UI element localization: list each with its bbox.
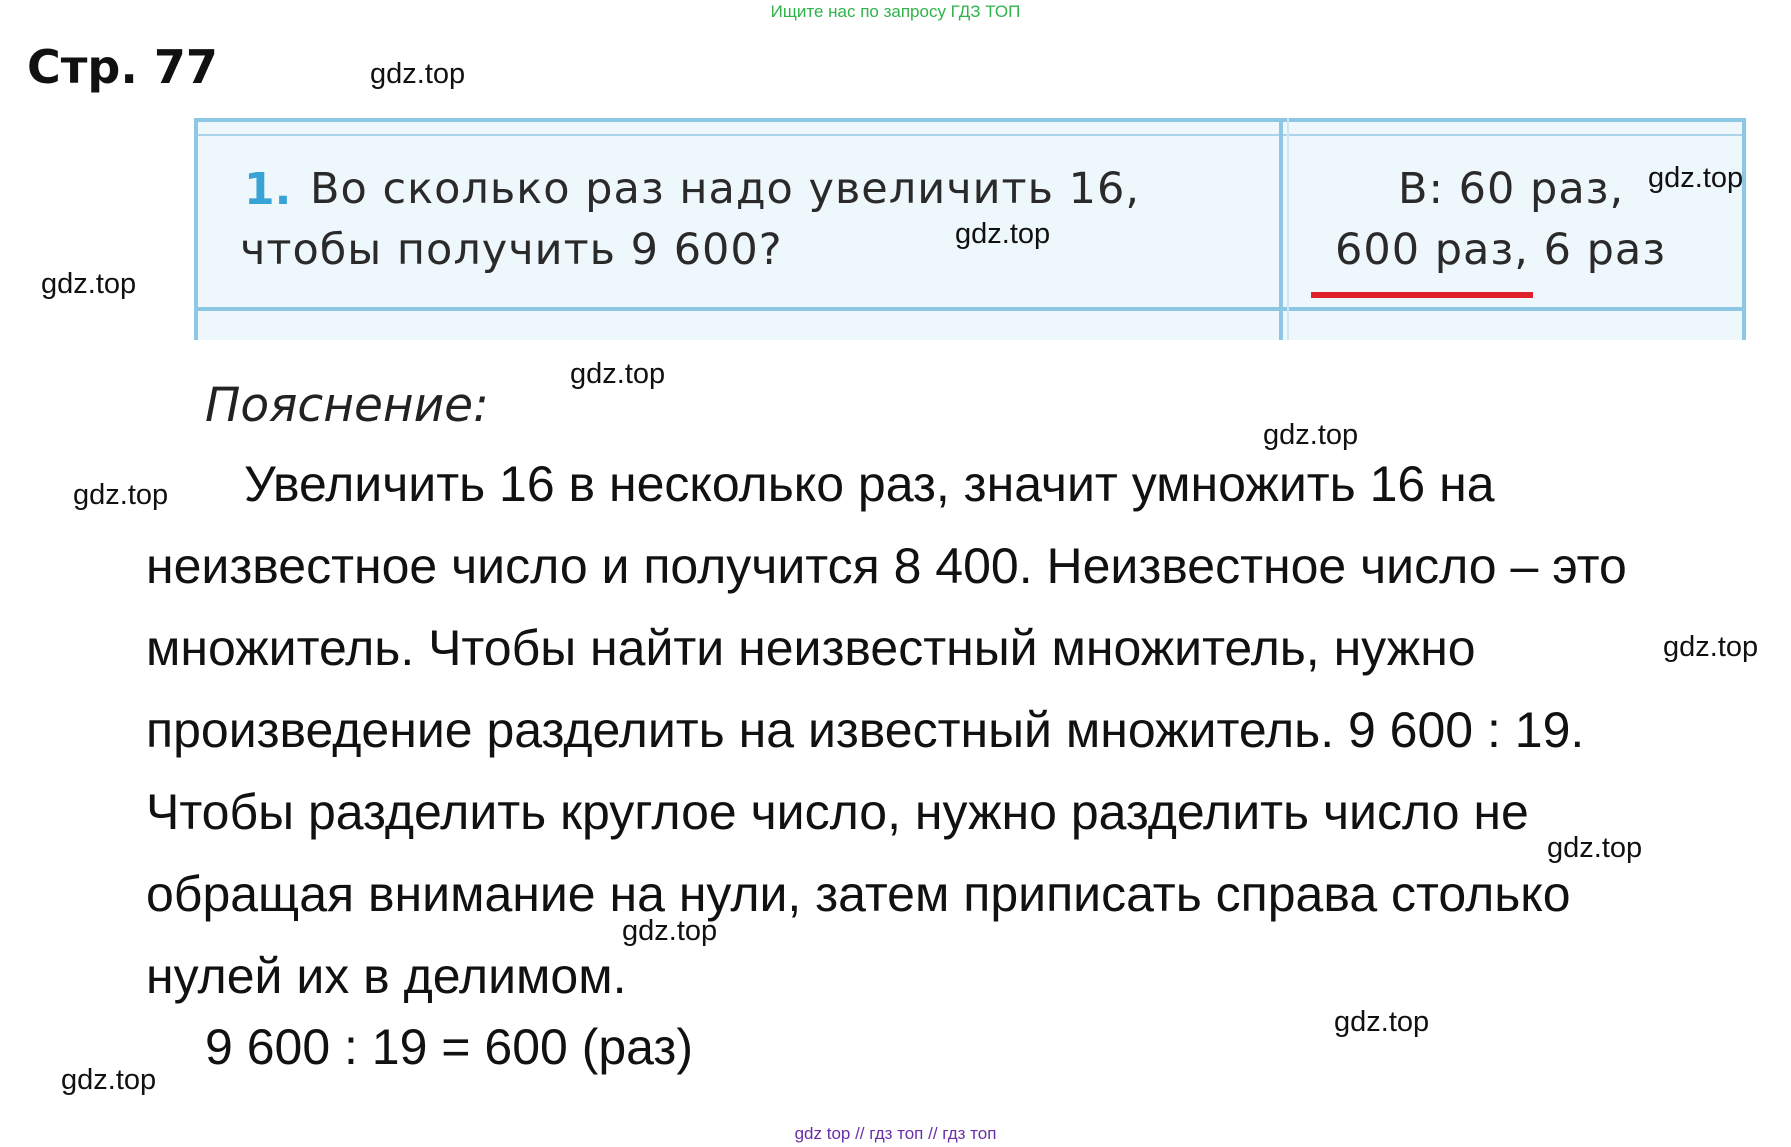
solution-equation: 9 600 : 19 = 600 (раз) xyxy=(205,1019,693,1075)
watermark: gdz.top xyxy=(1663,631,1759,663)
answer-underline xyxy=(1311,292,1533,298)
watermark: gdz.top xyxy=(73,479,169,511)
page-title: Стр. 77 xyxy=(27,40,218,94)
task-box-column-divider-inner xyxy=(1287,118,1289,340)
explanation-line: нулей их в делимом. xyxy=(146,948,627,1004)
task-box-column-divider xyxy=(1279,118,1283,340)
task-box-bottom-rule xyxy=(198,307,1742,311)
watermark: gdz.top xyxy=(1334,1006,1430,1038)
explanation-line: произведение разделить на известный множитель. 9 600 : 19. xyxy=(146,702,1585,758)
task-number: 1. xyxy=(244,164,292,215)
explanation-line: Чтобы разделить круглое число, нужно разделить число не xyxy=(146,784,1529,840)
explanation-line: обращая внимание на нули, затем приписать справа столько xyxy=(146,866,1571,922)
explanation-text xyxy=(146,443,1746,1017)
watermark: gdz.top xyxy=(622,915,718,947)
watermark: gdz.top xyxy=(370,58,466,90)
search-banner: Ищите нас по запросу ГДЗ ТОП xyxy=(770,2,1021,21)
explanation-line: неизвестное число и получится 8 400. Неизвестное число – это xyxy=(146,538,1627,594)
explanation-line: Увеличить 16 в несколько раз, значит умножить 16 на xyxy=(244,456,1495,512)
task-answer-line-2: 600 раз, 6 раз xyxy=(1335,225,1667,275)
watermark: gdz.top xyxy=(955,218,1051,250)
task-question-line-2: чтобы получить 9 600? xyxy=(240,225,783,275)
footer-links[interactable]: gdz top // гдз топ // гдз топ xyxy=(794,1124,997,1143)
task-answer-line-1: В: 60 раз, xyxy=(1398,164,1625,214)
watermark: gdz.top xyxy=(1547,832,1643,864)
explanation-heading: Пояснение: xyxy=(205,378,489,433)
watermark: gdz.top xyxy=(41,268,137,300)
watermark: gdz.top xyxy=(1648,162,1744,194)
task-question-line-1: Во сколько раз надо увеличить 16, xyxy=(310,164,1140,214)
watermark: gdz.top xyxy=(570,358,666,390)
watermark: gdz.top xyxy=(1263,419,1359,451)
task-box-top-rule xyxy=(198,134,1742,136)
watermark: gdz.top xyxy=(61,1064,157,1096)
explanation-line: множитель. Чтобы найти неизвестный множитель, нужно xyxy=(146,620,1476,676)
